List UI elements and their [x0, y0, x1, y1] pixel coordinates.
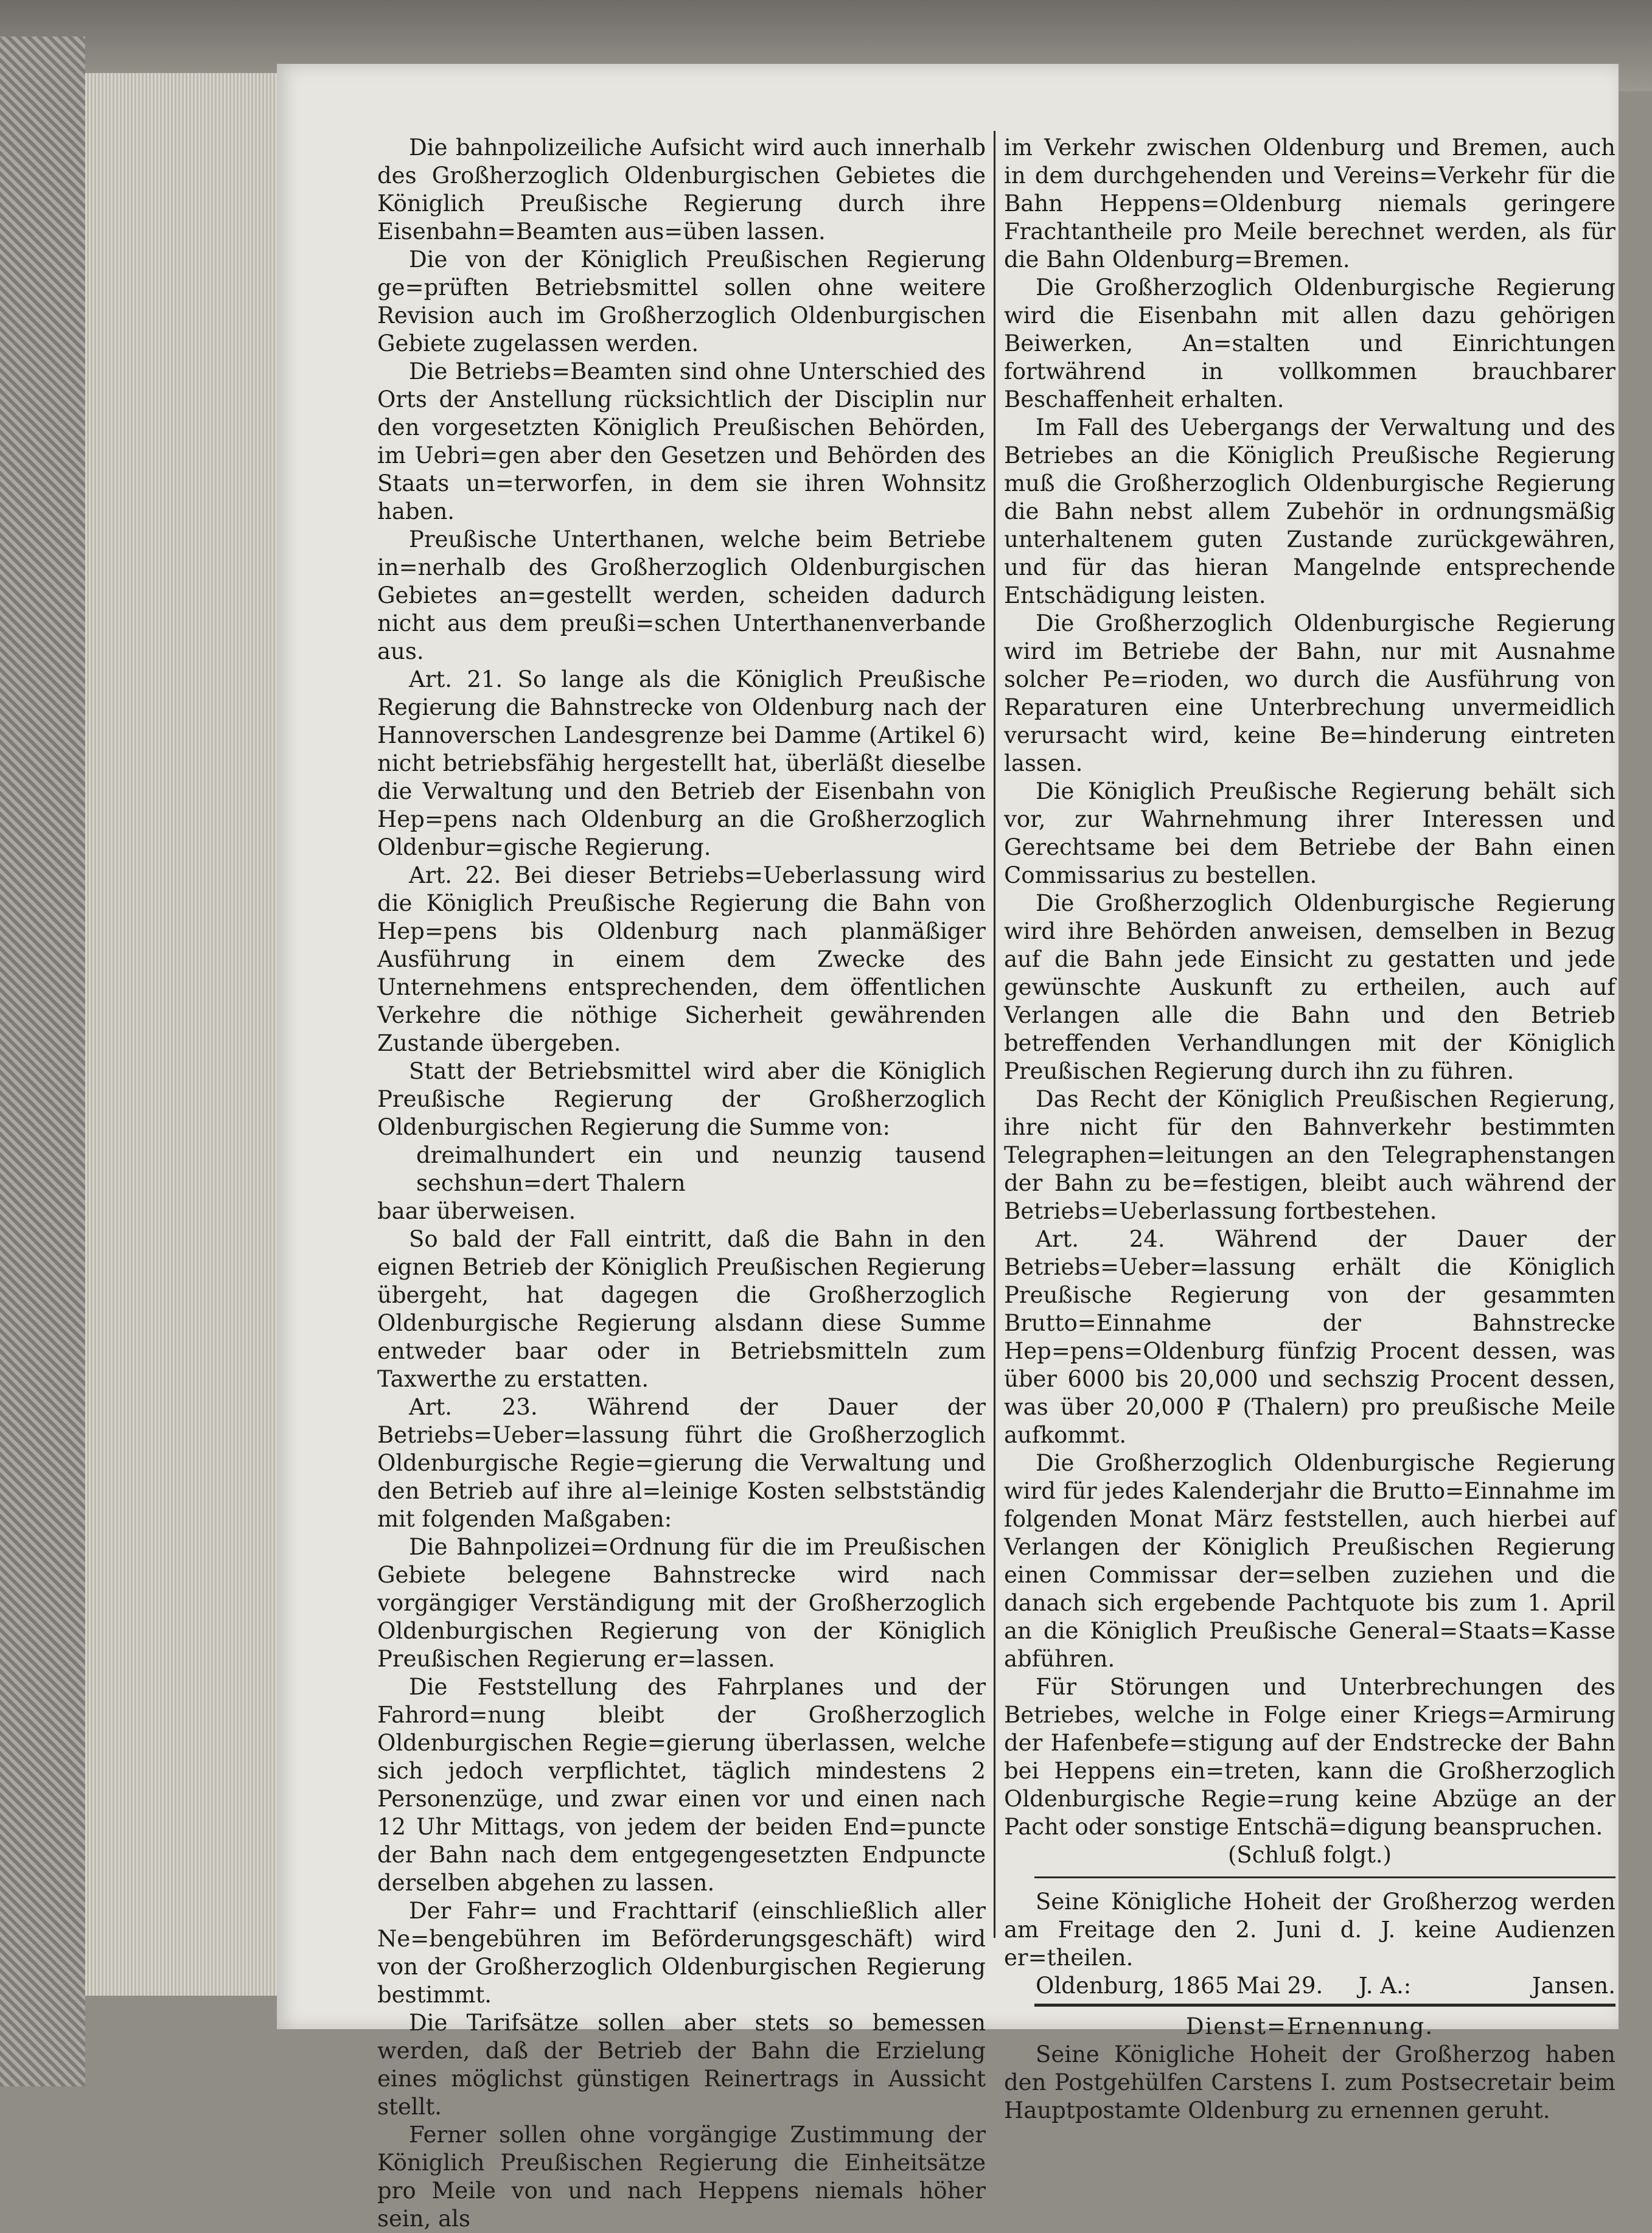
section-heading: Dienst=Ernennung.	[1185, 2013, 1434, 2040]
paragraph: Für Störungen und Unterbrechungen des Betriebes, welche in Folge einer Kriegs=Armirung der Hafenbefe=stigung auf der Endstrecke der Bahn bei Heppens ein=treten, kann die Großherzoglich Oldenburgische Regie=rung keine Abzüge an der Pacht oder sonstige Entschä=digung beanspruchen.	[1004, 1674, 1615, 1840]
continuation: im Verkehr zwischen Oldenburg und Bremen, auch in dem durchgehenden und Vereins=Verkehr für die Bahn Heppens=Oldenburg niemals geringere Frachtantheile pro Meile berechnet werden, als für die Bahn Oldenburg=Bremen.	[1004, 134, 1615, 273]
article-23: Art. 23. Während der Dauer der Betriebs=Ueber=lassung führt die Großherzoglich Oldenburgische Regie=gierung die Verwaltung und den Betrieb auf ihre al=leinige Kosten selbstständig mit folgenden Maßgaben:	[377, 1394, 986, 1532]
section-rule	[1034, 1876, 1615, 1878]
sum-quote: dreimalhundert ein und neunzig tausend sechshun=dert Thalern	[416, 1142, 986, 1196]
paragraph: Preußische Unterthanen, welche beim Betriebe in=nerhalb des Großherzoglich Oldenburgischen Gebietes an=gestellt werden, scheiden dadurch nicht aus dem preußi=schen Unterthanenverbande aus.	[377, 526, 986, 664]
paragraph: Die Großherzoglich Oldenburgische Regierung wird für jedes Kalenderjahr die Brutto=Einnahme im folgenden Monat März feststellen, auch hierbei auf Verlangen der Königlich Preußischen Regierung einen Commissar der=selben zuziehen und die danach sich ergebende Pachtquote bis zum 1. April an die Königlich Preußische General=Staats=Kasse abführen.	[1004, 1450, 1615, 1672]
paragraph: Das Recht der Königlich Preußischen Regierung, ihre nicht für den Bahnverkehr bestimmten Telegraphen=leitungen an den Telegraphenstangen der Bahn zu be=festigen, bleibt auch während der Betriebs=Ueberlassung fortbestehen.	[1004, 1086, 1615, 1224]
paragraph: Die Großherzoglich Oldenburgische Regierung wird ihre Behörden anweisen, demselben in Bezug auf die Bahn jede Einsicht zu gestatten und jede gewünschte Auskunft zu ertheilen, auch auf Verlangen alle die Bahn und den Betrieb betreffenden Verhandlungen mit der Königlich Preußischen Regierung durch ihn zu führen.	[1004, 890, 1615, 1084]
left-column	[377, 134, 986, 2233]
appointment-notice: Seine Königliche Hoheit der Großherzog haben den Postgehülfen Carstens I. zum Postsecretair beim Hauptpostamte Oldenburg zu ernennen geruht.	[1004, 2041, 1615, 2123]
paragraph: Die Großherzoglich Oldenburgische Regierung wird im Betriebe der Bahn, nur mit Ausnahme solcher Pe=rioden, wo durch die Ausführung von Reparaturen eine Unterbrechung unvermeidlich verursacht wird, keine Be=hinderung eintreten lassen.	[1004, 610, 1615, 776]
paragraph: Die bahnpolizeiliche Aufsicht wird auch innerhalb des Großherzoglich Oldenburgischen Gebietes die Königlich Preußische Regierung durch ihre Eisenbahn=Beamten aus=üben lassen.	[377, 134, 986, 245]
paragraph: Die Betriebs=Beamten sind ohne Unterschied des Orts der Anstellung rücksichtlich der Disciplin nur den vorgesetzten Königlich Preußischen Behörden, im Uebri=gen aber den Gesetzen und Behörden des Staats un=terworfen, in dem sie ihren Wohnsitz haben.	[377, 358, 986, 524]
paragraph: Im Fall des Uebergangs der Verwaltung und des Betriebes an die Königlich Preußische Regierung muß die Großherzoglich Oldenburgische Regierung die Bahn nebst allem Zubehör in ordnungsmäßig unterhaltenem guten Zustande zurückgewähren, und für das hieran Mangelnde entsprechende Entschädigung leisten.	[1004, 414, 1615, 608]
paragraph: Der Fahr= und Frachttarif (einschließlich aller Ne=bengebühren im Beförderungsgeschäft) wird von der Großherzoglich Oldenburgischen Regierung bestimmt.	[377, 1898, 986, 2008]
signature-prefix: J. A.:	[1358, 1973, 1412, 1999]
paragraph: So bald der Fall eintritt, daß die Bahn in den eignen Betrieb der Königlich Preußischen Regierung übergeht, hat dagegen die Großherzoglich Oldenburgische Regierung alsdann diese Summe entweder baar oder in Betriebsmitteln zum Taxwerthe zu erstatten.	[377, 1226, 986, 1392]
page-stack-edge	[85, 73, 281, 1996]
book-cover-edge	[0, 37, 85, 2086]
paragraph: Ferner sollen ohne vorgängige Zustimmung der Königlich Preußischen Regierung die Einheitsätze pro Meile von und nach Heppens niemals höher sein, als	[377, 2122, 986, 2232]
paragraph: Die Feststellung des Fahrplanes und der Fahrord=nung bleibt der Großherzoglich Oldenburgischen Regie=gierung überlassen, welche sich jedoch verpflichtet, täglich mindestens 2 Personenzüge, und zwar einen vor und einen nach 12 Uhr Mittags, von jedem der beiden End=puncte der Bahn nach dem entgegengesetzten Endpuncte derselben abgehen zu lassen.	[377, 1674, 986, 1896]
paragraph: Die Großherzoglich Oldenburgische Regierung wird die Eisenbahn mit allen dazu gehörigen Beiwerken, An=stalten und Einrichtungen fortwährend in vollkommen brauchbarer Beschaffenheit erhalten.	[1004, 274, 1615, 413]
section-rule-thick	[1034, 2004, 1615, 2007]
right-column	[1004, 134, 1615, 2125]
paragraph: Die Bahnpolizei=Ordnung für die im Preußischen Gebiete belegene Bahnstrecke wird nach vorgängiger Verständigung mit der Großherzoglich Oldenburgischen Regierung von der Königlich Preußischen Regierung er=lassen.	[377, 1534, 986, 1672]
article-22: Art. 22. Bei dieser Betriebs=Ueberlassung wird die Königlich Preußische Regierung die Bahn von Hep=pens bis Oldenburg nach planmäßiger Ausführung in einem dem Zwecke des Unternehmens entsprechenden, dem öffentlichen Verkehre die nöthige Sicherheit gewährenden Zustande übergeben.	[377, 862, 986, 1056]
article-24: Art. 24. Während der Dauer der Betriebs=Ueber=lassung erhält die Königlich Preußische Regierung von der gesammten Brutto=Einnahme der Bahnstrecke Hep=pens=Oldenburg fünfzig Procent dessen, was über 6000 bis 20,000 und sechszig Procent dessen, was über 20,000 ₽ (Thalern) pro preußische Meile aufkommt.	[1004, 1226, 1615, 1448]
audience-notice: Seine Königliche Hoheit der Großherzog werden am Freitage den 2. Juni d. J. keine Audienzen er=theilen.	[1004, 1889, 1615, 1971]
paragraph: Die Königlich Preußische Regierung behält sich vor, zur Wahrnehmung ihrer Interessen und Gerechtsame bei dem Betriebe der Bahn einen Commissarius zu bestellen.	[1004, 778, 1615, 888]
article-21: Art. 21. So lange als die Königlich Preußische Regierung die Bahnstrecke von Oldenburg nach der Hannoverschen Landesgrenze bei Damme (Artikel 6) nicht betriebsfähig hergestellt hat, überläßt dieselbe die Verwaltung und den Betrieb der Eisenbahn von Hep=pens nach Oldenburg an die Großherzoglich Oldenbur=gische Regierung.	[377, 666, 986, 860]
paragraph: Statt der Betriebsmittel wird aber die Königlich Preußische Regierung der Großherzoglich Oldenburgischen Regierung die Summe von:	[377, 1058, 986, 1140]
column-divider	[994, 131, 995, 1938]
dateline-row	[1004, 1972, 1615, 2000]
paragraph: Die Tarifsätze sollen aber stets so bemessen werden, daß der Betrieb der Bahn die Erzielung eines möglichst günstigen Reinertrags in Aussicht stellt.	[377, 2010, 986, 2120]
dateline: Oldenburg, 1865 Mai 29.	[1036, 1973, 1323, 1999]
to-be-continued: (Schluß folgt.)	[1227, 1842, 1392, 1868]
signature: Jansen.	[1532, 1973, 1615, 1999]
paragraph: baar überweisen.	[377, 1198, 576, 1224]
paragraph: Die von der Königlich Preußischen Regierung ge=prüften Betriebsmittel sollen ohne weitere Revision auch im Großherzoglich Oldenburgischen Gebiete zugelassen werden.	[377, 246, 986, 357]
